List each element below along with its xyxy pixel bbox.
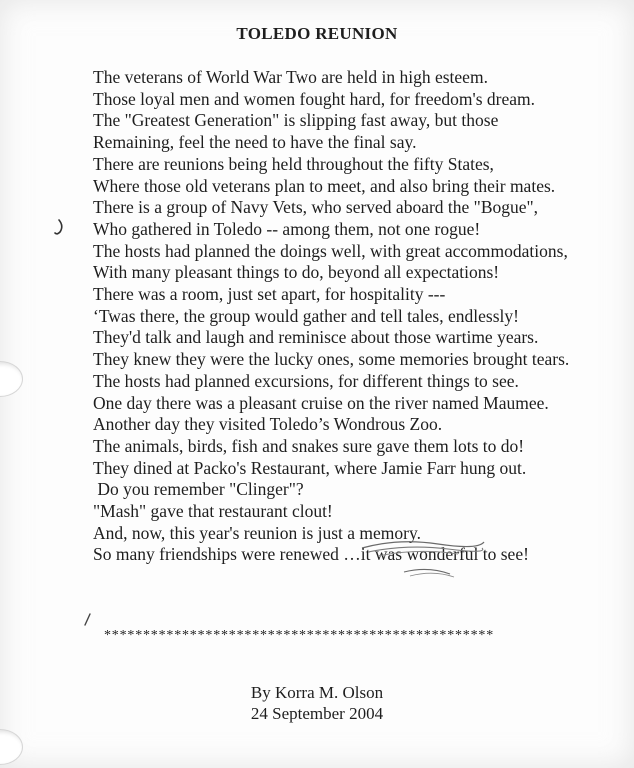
poem-line: Do you remember "Clinger"? [93,479,304,500]
poem-line: ‘Twas there, the group would gather and tell tales, endlessly! [93,305,519,326]
poem-line: The veterans of World War Two are held in high esteem. [93,67,488,87]
author-name: By Korra M. Olson [250,683,384,702]
poem-line: There was a room, just set apart, for hospitality --- [93,284,446,305]
poem-line: They knew they were the lucky ones, some memories brought tears. [93,349,570,370]
poem-line: With many pleasant things to do, beyond all expectations! [93,262,500,283]
separator-line: ************************************************** [104,628,494,643]
poem-line: One day there was a pleasant cruise on the river named Maumee. [93,392,549,413]
poem-line: The hosts had planned excursions, for different things to see. [93,370,519,391]
document-title: TOLEDO REUNION [236,24,398,43]
pen-mark [82,612,92,628]
poem-body [93,67,633,566]
author-date: 24 September 2004 [250,704,384,723]
poem-line: Another day they visited Toledo’s Wondrous Zoo. [93,414,443,435]
punch-hole [0,362,22,396]
poem-line: "Mash" gave that restaurant clout! [93,501,333,522]
poem-line: Those loyal men and women fought hard, for freedom's dream. [93,88,535,109]
poem-line: The "Greatest Generation" is slipping fast away, but those [93,110,499,131]
poem-line: Remaining, feel the need to have the final say. [93,132,417,153]
poem-line: There is a group of Navy Vets, who served aboard the "Bogue", [93,197,539,218]
poem-line: And, now, this year's reunion is just a memory. [93,522,421,543]
pen-mark [52,218,66,238]
author-block [0,682,634,724]
poem-line: So many friendships were renewed …it was wonderful to see! [93,544,529,565]
poem-line: The animals, birds, fish and snakes sure gave them lots to do! [93,435,525,456]
punch-hole [0,730,22,764]
poem-line: They'd talk and laugh and reminisce about those wartime years. [93,327,539,348]
pen-scribble [358,536,488,584]
poem-line: They dined at Packo's Restaurant, where Jamie Farr hung out. [93,457,527,478]
poem-line: Where those old veterans plan to meet, and also bring their mates. [93,175,556,196]
poem-line: The hosts had planned the doings well, with great accommodations, [93,240,568,261]
poem-line: There are reunions being held throughout the fifty States, [93,153,494,174]
poem-line: Who gathered in Toledo -- among them, not one rogue! [93,218,481,239]
